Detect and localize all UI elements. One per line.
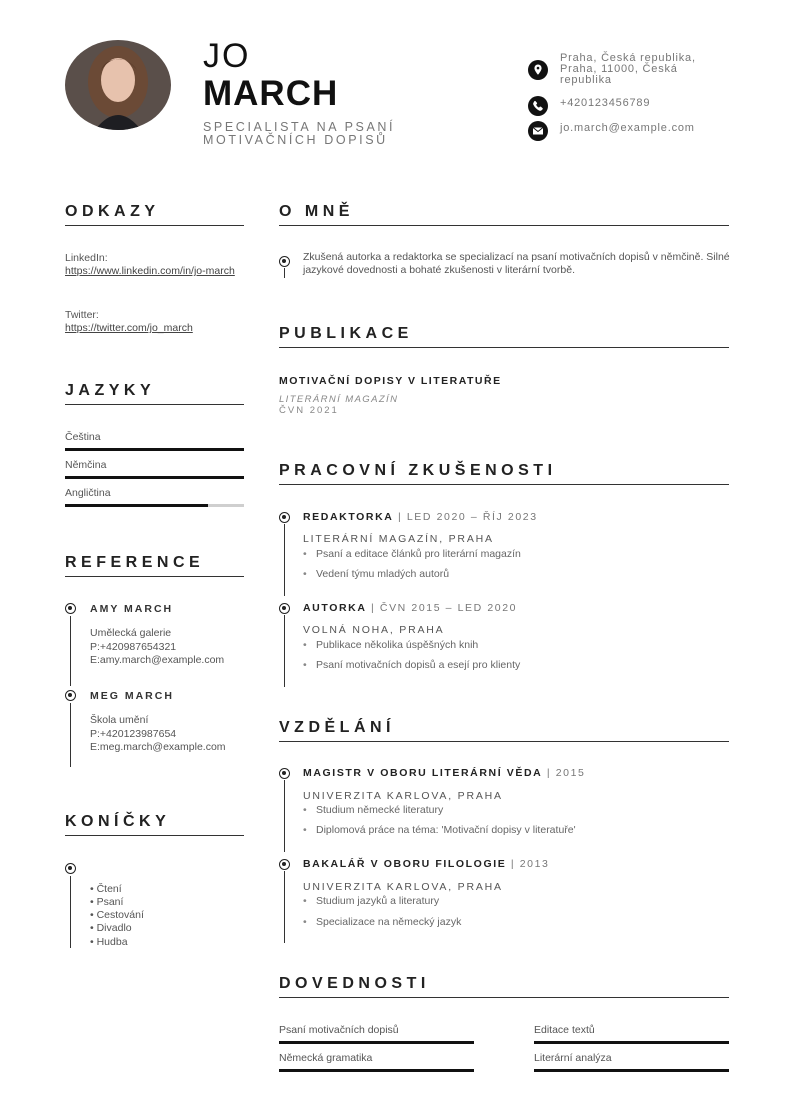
- job-role: REDAKTORKA: [303, 511, 394, 523]
- timeline-line: [70, 876, 71, 948]
- publications-rule: [279, 347, 729, 348]
- timeline-dot: [65, 690, 76, 701]
- hobby-item: • Čtení: [90, 883, 122, 895]
- references-title: REFERENCE: [65, 554, 205, 571]
- education-institution: UNIVERZITA KARLOVA, PRAHA: [303, 881, 503, 893]
- education-institution: UNIVERZITA KARLOVA, PRAHA: [303, 790, 503, 802]
- reference-name: AMY MARCH: [90, 603, 174, 615]
- links-rule: [65, 225, 244, 226]
- hobby-item: • Psaní: [90, 896, 124, 908]
- skill-bar: [534, 1069, 729, 1072]
- hobby-item: • Divadlo: [90, 922, 132, 934]
- skills-rule: [279, 997, 729, 998]
- education-heading: BAKALÁŘ V OBORU FILOLOGIE | 2013: [303, 858, 550, 870]
- education-year: 2015: [555, 767, 586, 779]
- skill-bar: [534, 1041, 729, 1044]
- contact-email[interactable]: jo.march@example.com: [560, 122, 695, 134]
- education-year: 2013: [519, 858, 550, 870]
- job-dates: LED 2020 – ŘÍJ 2023: [406, 511, 538, 523]
- timeline-line: [70, 616, 71, 686]
- language-bar: [65, 476, 244, 479]
- twitter-label: Twitter:: [65, 309, 99, 321]
- job-bullet: • Psaní a editace článků pro literární magazín: [303, 548, 521, 561]
- reference-phone: P:+420987654321: [90, 641, 177, 653]
- timeline-dot: [279, 859, 290, 870]
- about-rule: [279, 225, 729, 226]
- email-icon: [528, 121, 548, 141]
- timeline-dot: [279, 603, 290, 614]
- timeline-line: [284, 780, 285, 852]
- languages-rule: [65, 404, 244, 405]
- reference-name: MEG MARCH: [90, 690, 174, 702]
- about-text: Zkušená autorka a redaktorka se specializací na psaní motivačních dopisů v němčině. Silné jazykové dovednosti a bohaté zkušenosti v literární tvorbě.: [303, 251, 730, 276]
- education-degree: BAKALÁŘ V OBORU FILOLOGIE: [303, 858, 507, 870]
- job-heading: AUTORKA | ČVN 2015 – LED 2020: [303, 602, 518, 614]
- timeline-dot: [65, 603, 76, 614]
- job-heading: REDAKTORKA | LED 2020 – ŘÍJ 2023: [303, 511, 538, 523]
- reference-email: E:amy.march@example.com: [90, 654, 225, 666]
- publications-title: PUBLIKACE: [279, 325, 413, 342]
- skills-title: DOVEDNOSTI: [279, 975, 430, 992]
- references-rule: [65, 576, 244, 577]
- skill-name: Německá gramatika: [279, 1052, 373, 1064]
- phone-icon: [528, 96, 548, 116]
- job-role: AUTORKA: [303, 602, 367, 614]
- publication-publisher: LITERÁRNÍ MAGAZÍN: [279, 394, 399, 405]
- hobby-item: • Cestování: [90, 909, 144, 921]
- job-bullet: • Publikace několika úspěšných knih: [303, 639, 478, 652]
- education-heading: MAGISTR V OBORU LITERÁRNÍ VĚDA | 2015: [303, 767, 586, 779]
- about-title: O MNĚ: [279, 203, 354, 220]
- reference-email: E:meg.march@example.com: [90, 741, 226, 753]
- experience-title: PRACOVNÍ ZKUŠENOSTI: [279, 462, 557, 479]
- language-bar: [65, 504, 244, 507]
- linkedin-label: LinkedIn:: [65, 252, 108, 264]
- publication-title: MOTIVAČNÍ DOPISY V LITERATUŘE: [279, 375, 502, 387]
- timeline-line: [284, 268, 285, 278]
- hobbies-title: KONÍČKY: [65, 813, 171, 830]
- skill-name: Psaní motivačních dopisů: [279, 1024, 399, 1036]
- timeline-line: [70, 703, 71, 767]
- education-rule: [279, 741, 729, 742]
- twitter-link[interactable]: https://twitter.com/jo_march: [65, 322, 193, 334]
- profile-photo: [65, 40, 171, 130]
- job-organization: VOLNÁ NOHA, PRAHA: [303, 624, 445, 636]
- education-degree: MAGISTR V OBORU LITERÁRNÍ VĚDA: [303, 767, 543, 779]
- job-bullet: • Psaní motivačních dopisů a esejí pro klienty: [303, 659, 520, 672]
- timeline-dot: [279, 256, 290, 267]
- skill-name: Literární analýza: [534, 1052, 612, 1064]
- timeline-line: [284, 524, 285, 596]
- language-bar: [65, 448, 244, 451]
- skill-bar: [279, 1041, 474, 1044]
- language-name: Čeština: [65, 431, 101, 443]
- timeline-line: [284, 871, 285, 943]
- reference-org: Umělecká galerie: [90, 627, 172, 639]
- education-title: VZDĚLÁNÍ: [279, 719, 395, 736]
- hobby-item: • Hudba: [90, 936, 128, 948]
- language-name: Angličtina: [65, 487, 111, 499]
- timeline-dot: [65, 863, 76, 874]
- education-bullet: • Diplomová práce na téma: 'Motivační dopisy v literatuře': [303, 824, 576, 837]
- education-bullet: • Specializace na německý jazyk: [303, 916, 461, 929]
- first-name: JO: [203, 37, 251, 75]
- reference-org: Škola umění: [90, 714, 149, 726]
- links-title: ODKAZY: [65, 203, 160, 220]
- education-bullet: • Studium německé literatury: [303, 804, 443, 817]
- education-bullet: • Studium jazyků a literatury: [303, 895, 439, 908]
- publication-date: ČVN 2021: [279, 405, 339, 416]
- timeline-dot: [279, 768, 290, 779]
- job-subtitle: SPECIALISTA NA PSANÍ MOTIVAČNÍCH DOPISŮ: [203, 120, 396, 147]
- hobbies-rule: [65, 835, 244, 836]
- contact-phone[interactable]: +420123456789: [560, 97, 651, 109]
- skill-bar: [279, 1069, 474, 1072]
- job-dates: ČVN 2015 – LED 2020: [379, 602, 518, 614]
- timeline-line: [284, 615, 285, 687]
- location-icon: [528, 60, 548, 80]
- contact-address: Praha, Česká republika, Praha, 11000, Česká republika: [560, 52, 696, 86]
- last-name: MARCH: [203, 74, 339, 113]
- linkedin-link[interactable]: https://www.linkedin.com/in/jo-march: [65, 265, 235, 277]
- experience-rule: [279, 484, 729, 485]
- language-name: Němčina: [65, 459, 107, 471]
- job-bullet: • Vedení týmu mladých autorů: [303, 568, 449, 581]
- skill-name: Editace textů: [534, 1024, 595, 1036]
- timeline-dot: [279, 512, 290, 523]
- job-organization: LITERÁRNÍ MAGAZÍN, PRAHA: [303, 533, 494, 545]
- reference-phone: P:+420123987654: [90, 728, 177, 740]
- languages-title: JAZYKY: [65, 382, 156, 399]
